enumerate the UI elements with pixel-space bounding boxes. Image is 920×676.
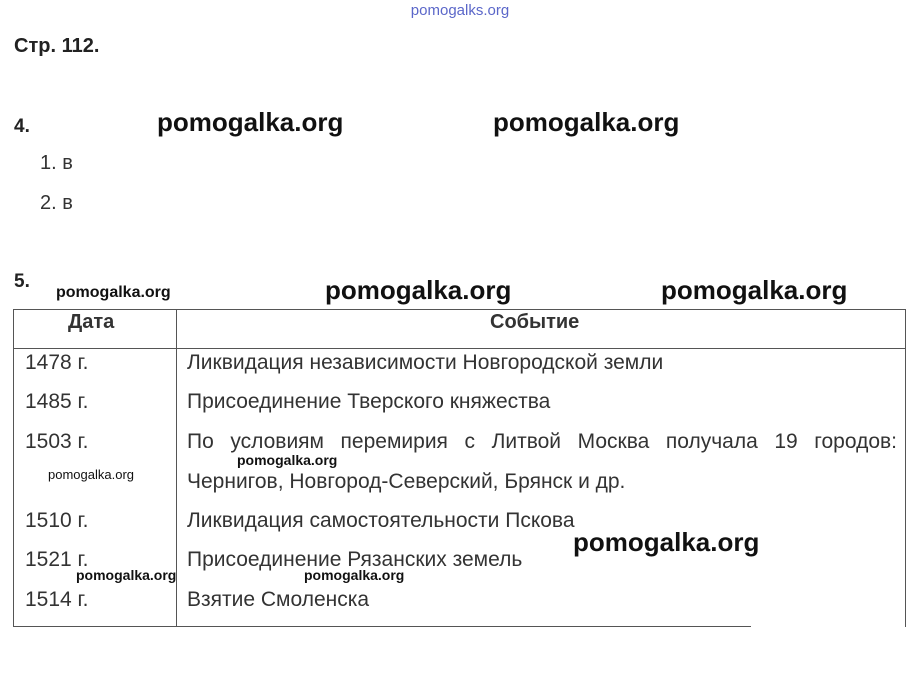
row-4-date: 1510 г. (25, 509, 89, 532)
row-5-event: Присоединение Рязанских земель (187, 548, 523, 571)
watermark: pomogalka.org (325, 275, 512, 305)
task-4-answer-1: 1. в (40, 152, 73, 174)
watermark-top: pomogalks.org (410, 2, 510, 19)
watermark: pomogalka.org (304, 567, 405, 583)
watermark: pomogalka.org (157, 107, 344, 137)
row-3-event-line-2: Чернигов, Новгород-Северский, Брянск и др. (187, 470, 626, 493)
row-3-date: 1503 г. (25, 430, 89, 453)
row-6-date: 1514 г. (25, 588, 89, 611)
row-1-event: Ликвидация независимости Новгородской земли (187, 351, 664, 374)
watermark: pomogalka.org (237, 452, 338, 468)
row-3-event-line-1: По условиям перемирия с Литвой Москва получала 19 городов: (187, 430, 897, 453)
row-5-date: 1521 г. (25, 548, 89, 571)
watermark: pomogalka.org (48, 467, 134, 482)
row-2-event: Присоединение Тверского княжества (187, 390, 551, 413)
row-2-date: 1485 г. (25, 390, 89, 413)
watermark: pomogalka.org (76, 567, 177, 583)
row-1-date: 1478 г. (25, 351, 89, 374)
row-4-event: Ликвидация самостоятельности Пскова (187, 509, 575, 532)
task-5-number: 5. (14, 271, 30, 292)
watermark: pomogalka.org (493, 107, 680, 137)
watermark: pomogalka.org (56, 284, 171, 301)
column-header-date: Дата (68, 311, 115, 333)
row-6-event: Взятие Смоленска (187, 588, 370, 611)
column-header-event: Событие (490, 311, 580, 333)
watermark: pomogalka.org (661, 275, 848, 305)
task-4-number: 4. (14, 116, 30, 137)
task-4-answer-2: 2. в (40, 192, 73, 214)
page-title: Стр. 112. (14, 35, 100, 57)
watermark: pomogalka.org (573, 527, 760, 557)
